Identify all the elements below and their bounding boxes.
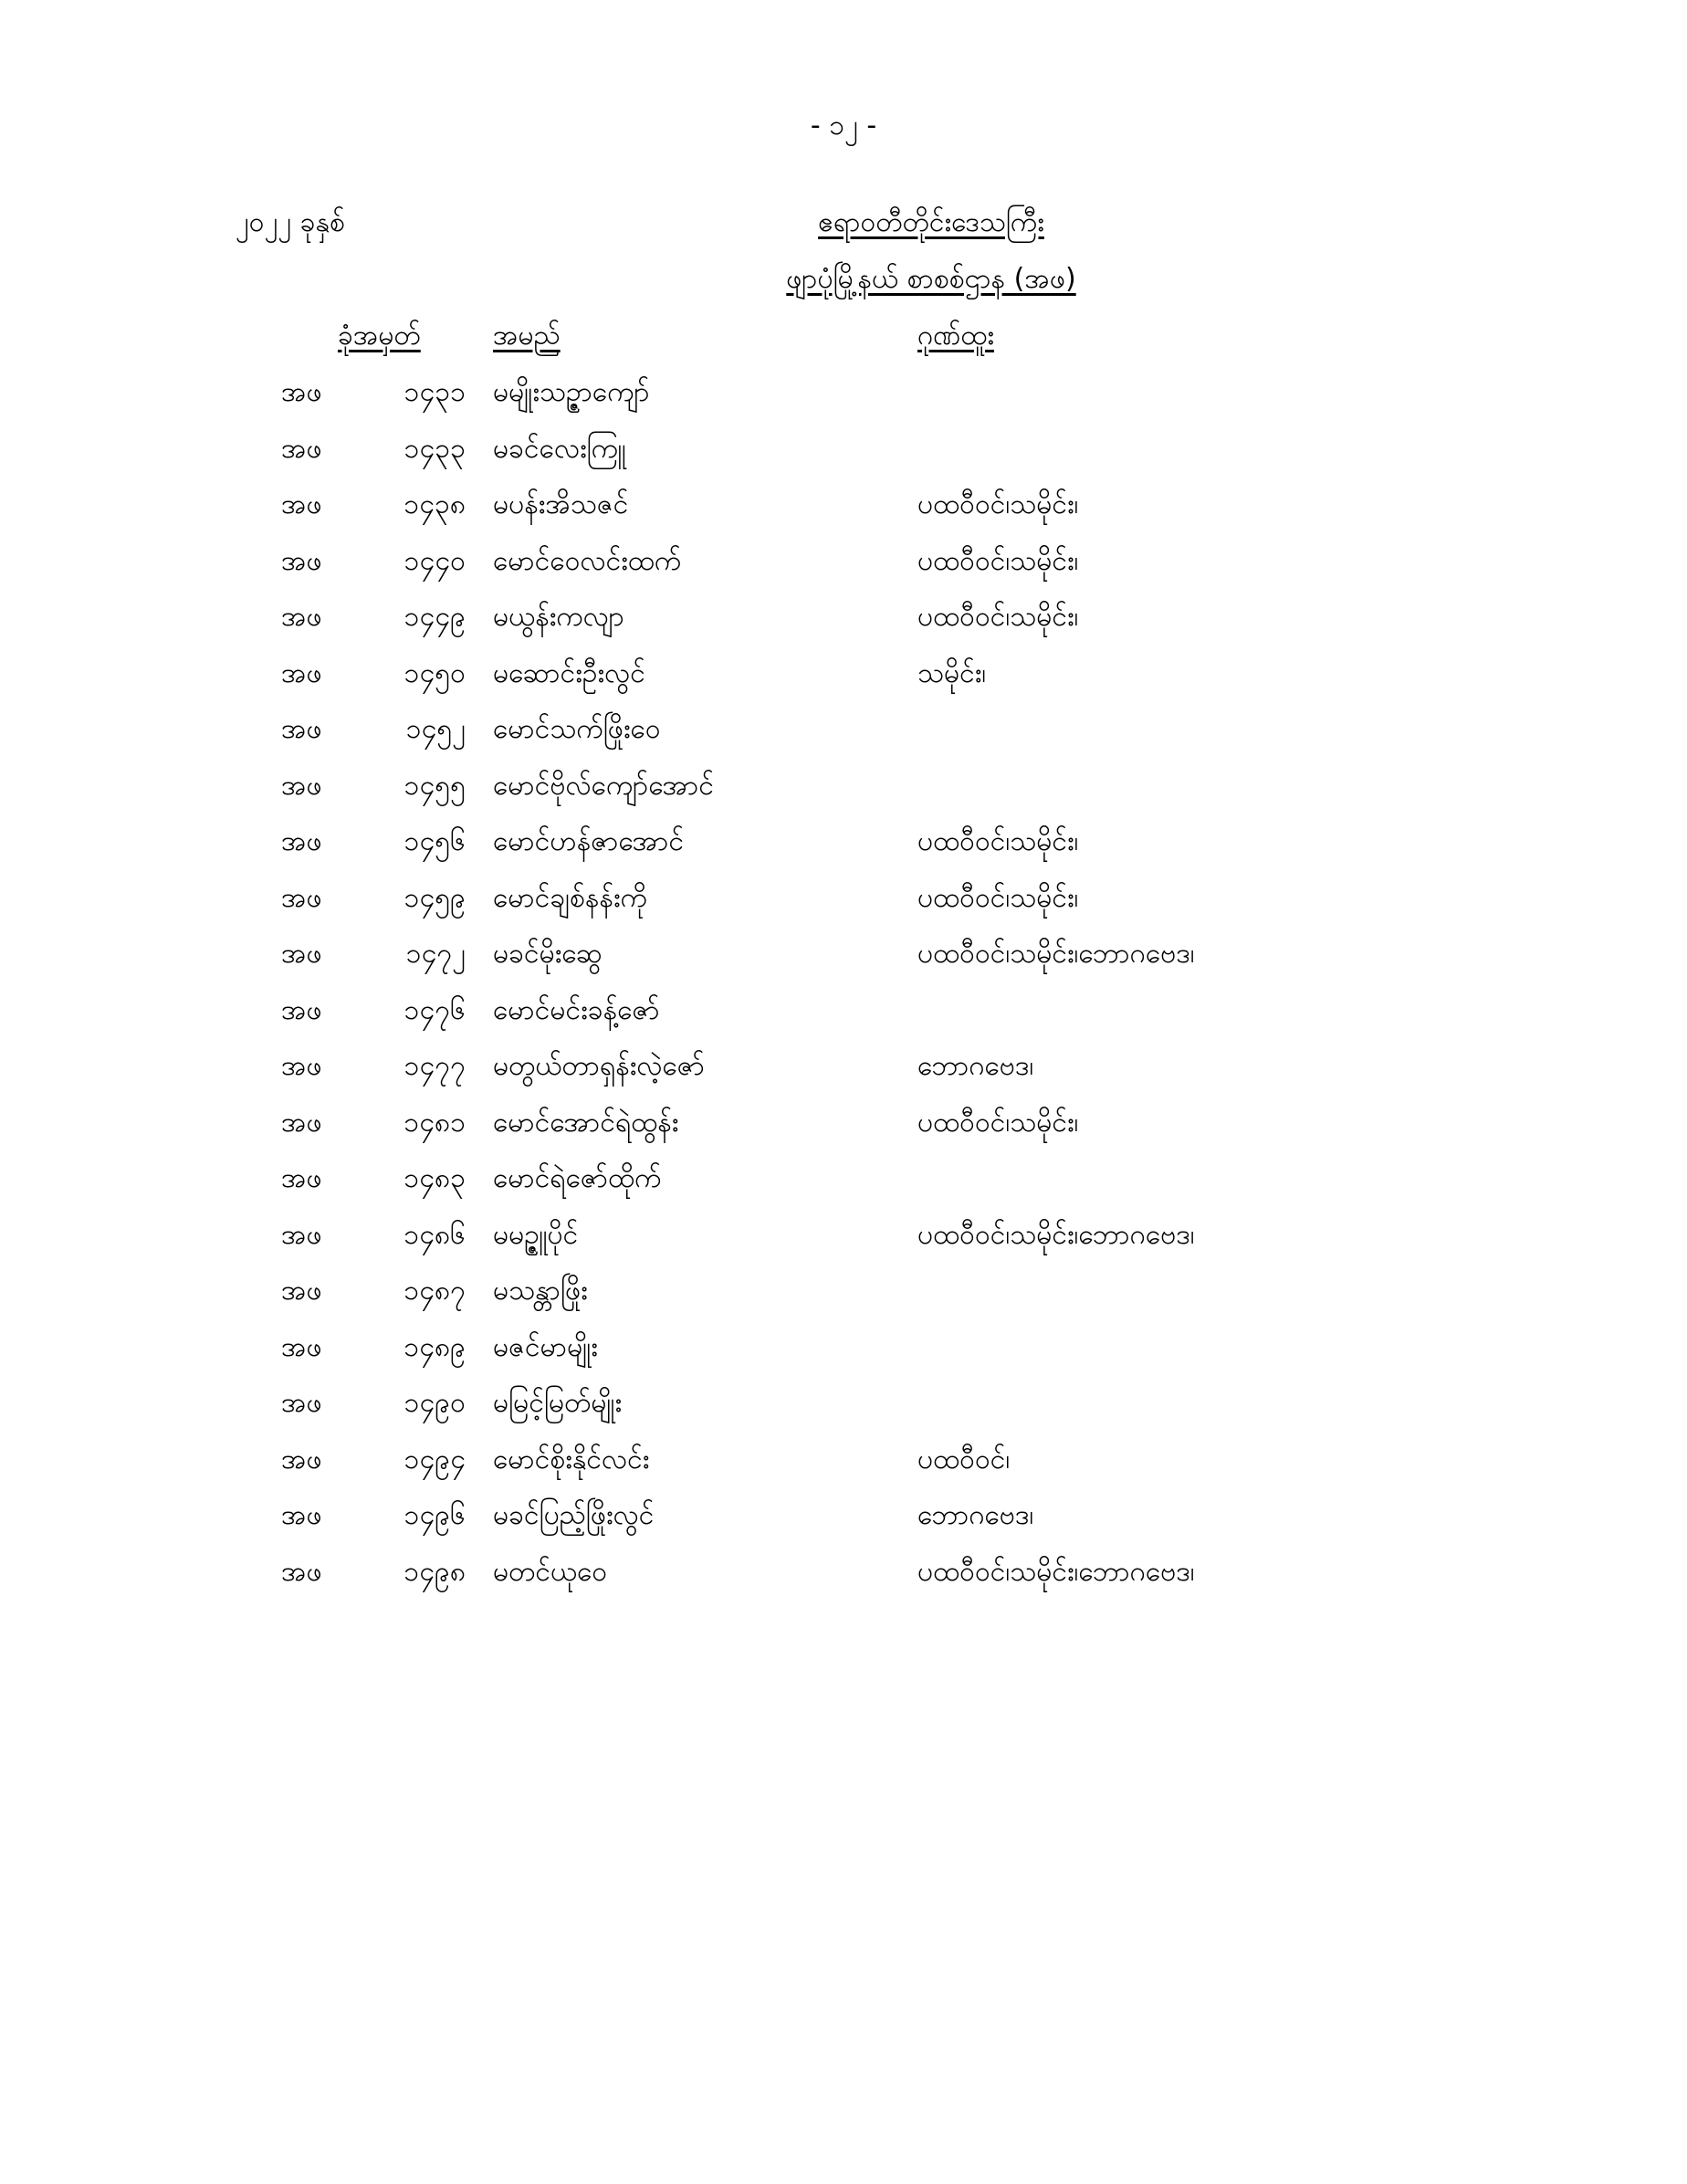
row-name: မမဥ္ဇူပိုင် (493, 1218, 579, 1251)
table-row (0, 656, 1687, 712)
row-distinction: ဘောဂဗေဒ၊ (917, 1050, 1034, 1082)
row-roll-number: ၁၄၉၀ (403, 1387, 466, 1419)
row-roll-number: ၁၄၅၉ (403, 881, 466, 914)
row-prefix: အဖ (281, 1106, 322, 1139)
row-prefix: အဖ (281, 544, 322, 577)
column-header-name: အမည် (493, 320, 561, 352)
table-row (0, 487, 1687, 543)
row-name: မောင်ဟန်ဇာအောင် (493, 825, 685, 857)
row-prefix: အဖ (281, 1162, 322, 1194)
row-roll-number: ၁၄၈၆ (403, 1218, 466, 1251)
row-name: မဇင်မာမျိုး (493, 1330, 598, 1363)
table-row (0, 543, 1687, 600)
row-name: မဆောင်းဦးလွင် (493, 656, 645, 689)
row-prefix: အဖ (281, 656, 322, 689)
row-prefix: အဖ (281, 1218, 322, 1251)
row-prefix: အဖ (281, 1275, 322, 1307)
row-name: မောင်အောင်ရဲထွန်း (493, 1106, 679, 1139)
row-distinction: ပထဝီဝင်၊သမိုင်း၊ဘောဂဗေဒ၊ (917, 1555, 1195, 1588)
table-row (0, 1160, 1687, 1217)
table-row (0, 431, 1687, 488)
row-distinction: ပထဝီဝင်၊ (917, 1443, 1011, 1475)
row-name: မောင်ချစ်နန်းကို (493, 881, 647, 914)
table-row (0, 1385, 1687, 1442)
row-prefix: အဖ (281, 601, 322, 633)
table-row (0, 768, 1687, 824)
row-distinction: ဘောဂဗေဒ၊ (917, 1499, 1034, 1531)
row-roll-number: ၁၄၇၂ (405, 938, 466, 970)
table-row (0, 1105, 1687, 1161)
row-name: မောင်ဗိုလ်ကျော်အောင် (493, 769, 715, 802)
table-row (0, 599, 1687, 656)
row-prefix: အဖ (281, 713, 322, 745)
row-prefix: အဖ (281, 1555, 322, 1588)
results-list (0, 374, 1687, 1610)
row-roll-number: ၁၄၃၃ (403, 432, 466, 465)
row-distinction: ပထဝီဝင်၊သမိုင်း၊ (917, 601, 1079, 633)
table-row (0, 374, 1687, 431)
row-prefix: အဖ (281, 938, 322, 970)
office-title: ဖျာပုံမြို့နယ် စာစစ်ဌာန (အဖ) (786, 263, 1076, 295)
row-roll-number: ၁၄၉၈ (403, 1555, 466, 1588)
row-roll-number: ၁၄၉၄ (403, 1443, 466, 1475)
row-roll-number: ၁၄၅၅ (403, 769, 466, 802)
row-prefix: အဖ (281, 1499, 322, 1531)
row-name: မောင်ဝေလင်းထက် (493, 544, 682, 577)
row-prefix: အဖ (281, 769, 322, 802)
row-roll-number: ၁၄၅၂ (405, 713, 466, 745)
row-roll-number: ၁၄၃၈ (403, 488, 466, 520)
row-name: မမြင့်မြတ်မျိုး (493, 1387, 623, 1419)
table-row (0, 1217, 1687, 1274)
row-name: မယွန်းကလျာ (493, 601, 624, 633)
row-distinction: ပထဝီဝင်၊သမိုင်း၊ဘောဂဗေဒ၊ (917, 938, 1195, 970)
row-prefix: အဖ (281, 993, 322, 1026)
region-title: ဧရာဝတီတိုင်းဒေသကြီး (818, 206, 1044, 238)
row-roll-number: ၁၄၉၆ (403, 1499, 466, 1531)
row-distinction: သမိုင်း၊ (917, 656, 987, 689)
row-distinction: ပထဝီဝင်၊သမိုင်း၊ (917, 544, 1079, 577)
table-row (0, 1442, 1687, 1498)
row-name: မောင်သက်ဖြိုးဝေ (493, 713, 661, 745)
row-name: မတင်ယုဝေ (493, 1555, 608, 1588)
row-roll-number: ၁၄၄၉ (403, 601, 466, 633)
column-header-distinction: ဂုဏ်ထူး (917, 320, 994, 352)
table-row (0, 1497, 1687, 1554)
table-row (0, 711, 1687, 768)
row-name: မခင်မိုးဆွေ (493, 938, 602, 970)
row-prefix: အဖ (281, 881, 322, 914)
row-distinction: ပထဝီဝင်၊သမိုင်း၊ဘောဂဗေဒ၊ (917, 1218, 1195, 1251)
row-distinction: ပထဝီဝင်၊သမိုင်း၊ (917, 488, 1079, 520)
row-prefix: အဖ (281, 825, 322, 857)
row-name: မခင်လေးကြူ (493, 432, 626, 465)
row-prefix: အဖ (281, 1443, 322, 1475)
table-row (0, 992, 1687, 1049)
table-row (0, 880, 1687, 937)
row-name: မောင်ရဲဇော်ထိုက် (493, 1162, 662, 1194)
row-name: မသန္တာဖြိုး (493, 1275, 588, 1307)
table-row (0, 1048, 1687, 1105)
row-roll-number: ၁၄၈၉ (403, 1330, 466, 1363)
row-prefix: အဖ (281, 432, 322, 465)
row-name: မောင်စိုးနိုင်လင်း (493, 1443, 650, 1475)
row-name: မပန်းအိသဇင် (493, 488, 629, 520)
row-distinction: ပထဝီဝင်၊သမိုင်း၊ (917, 1106, 1079, 1139)
row-roll-number: ၁၄၇၆ (403, 993, 466, 1026)
row-roll-number: ၁၄၈၇ (403, 1275, 466, 1307)
page-number: - ၁၂ - (810, 110, 877, 142)
row-distinction: ပထဝီဝင်၊သမိုင်း၊ (917, 881, 1079, 914)
row-prefix: အဖ (281, 488, 322, 520)
row-roll-number: ၁၄၅၆ (403, 825, 466, 857)
table-row (0, 1273, 1687, 1329)
row-roll-number: ၁၄၅၀ (403, 656, 466, 689)
row-prefix: အဖ (281, 1050, 322, 1082)
row-name: မမျိုးသဥ္ဇာကျော် (493, 376, 650, 408)
row-roll-number: ၁၄၄၀ (403, 544, 466, 577)
row-prefix: အဖ (281, 1330, 322, 1363)
row-roll-number: ၁၄၃၁ (403, 376, 466, 408)
row-name: မောင်မင်းခန့်ဇော် (493, 993, 660, 1026)
table-row (0, 1554, 1687, 1611)
table-row (0, 1329, 1687, 1386)
year-label: ၂၀၂၂ ခုနှစ် (236, 206, 345, 238)
table-row (0, 936, 1687, 992)
row-prefix: အဖ (281, 376, 322, 408)
row-roll-number: ၁၄၈၁ (403, 1106, 466, 1139)
row-roll-number: ၁၄၇၇ (403, 1050, 466, 1082)
row-distinction: ပထဝီဝင်၊သမိုင်း၊ (917, 825, 1079, 857)
column-header-roll-number: ခုံအမှတ် (338, 320, 421, 352)
row-name: မခင်ပြည့်ဖြိုးလွင် (493, 1499, 655, 1531)
table-row (0, 824, 1687, 880)
row-prefix: အဖ (281, 1387, 322, 1419)
row-name: မတွယ်တာရှန်းလဲ့ဇော် (493, 1050, 705, 1082)
row-roll-number: ၁၄၈၃ (403, 1162, 466, 1194)
